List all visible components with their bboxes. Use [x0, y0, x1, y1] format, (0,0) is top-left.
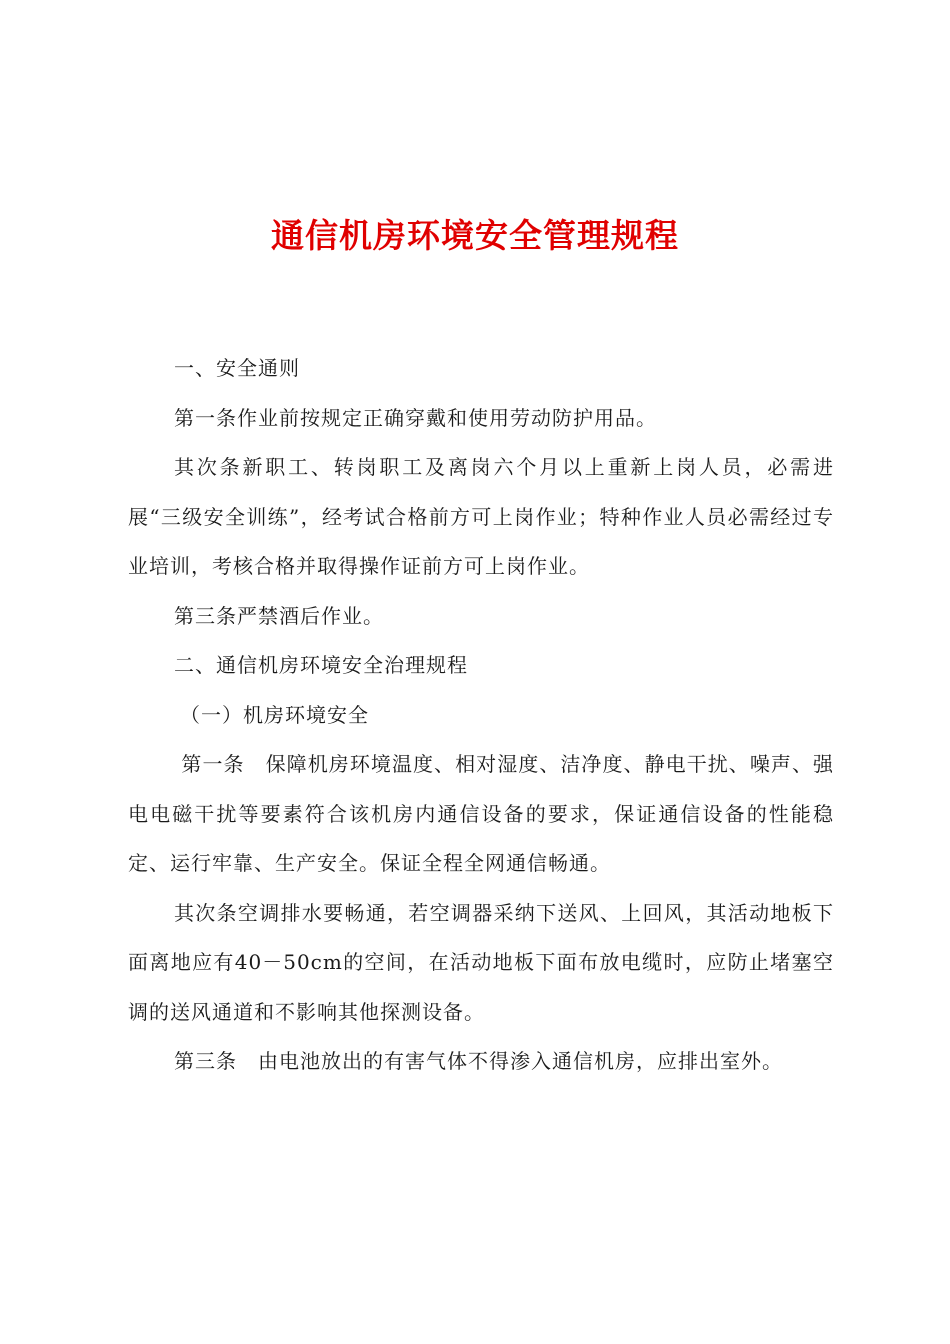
subsection-heading-environment: （一）机房环境安全: [180, 702, 369, 727]
article-3-no-drinking: 第三条严禁酒后作业。: [174, 603, 384, 628]
document-title: 通信机房环境安全管理规程: [271, 216, 679, 255]
article-2-training: 其次条新职工、转岗职工及离岗六个月以上重新上岗人员，必需进展“三级安全训练”，经考试合格前方可上岗作业；特种作业人员必需经过专业培训，考核合格并取得操作证前方可上岗作业。: [128, 455, 834, 578]
section-heading-room-rules: 二、通信机房环境安全治理规程: [174, 653, 468, 677]
article-1-protective-equipment: 第一条作业前按规定正确穿戴和使用劳动防护用品。: [174, 405, 657, 430]
section-heading-general: 一、安全通则: [174, 356, 300, 380]
document-body: [128, 344, 834, 1087]
env-article-2-air-conditioning: 其次条空调排水要畅通，若空调器采纳下送风、上回风，其活动地板下面离地应有40－50cm的空间，在活动地板下面布放电缆时，应防止堵塞空调的送风通道和不影响其他探测设备。: [128, 900, 834, 1024]
env-article-3-battery-gas: 第三条 由电池放出的有害气体不得渗入通信机房，应排出室外。: [174, 1049, 783, 1073]
env-article-1-conditions: 第一条 保障机房环境温度、相对湿度、洁净度、静电干扰、噪声、强电电磁干扰等要素符合该机房内通信设备的要求，保证通信设备的性能稳定、运行牢靠、生产安全。保证全程全网通信畅通。: [128, 752, 835, 875]
